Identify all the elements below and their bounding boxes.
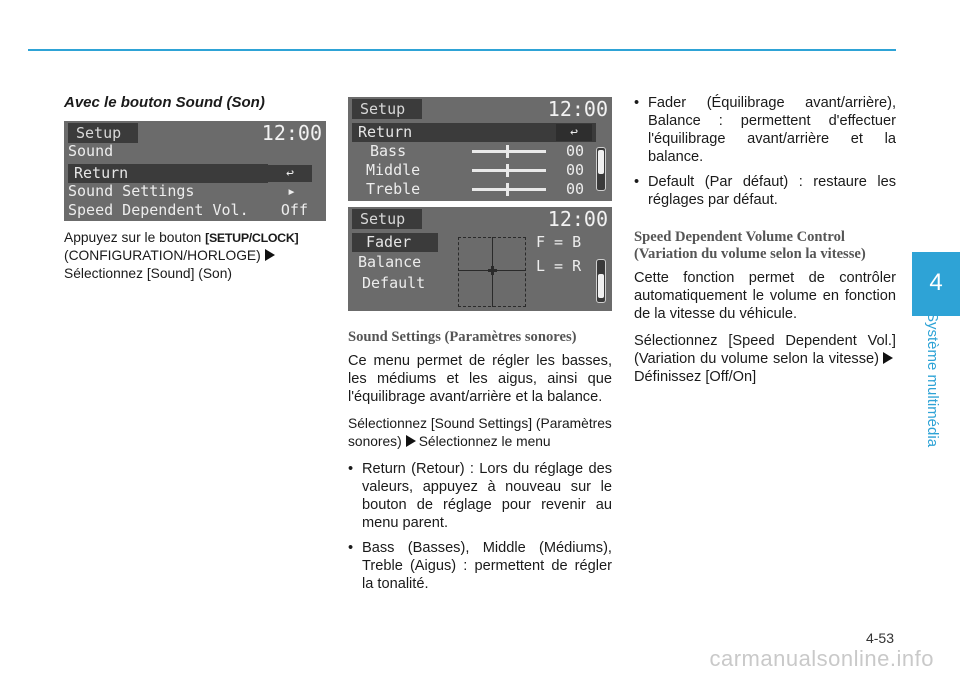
- list-item-bass-middle-treble: • Bass (Basses), Middle (Médiums), Treble (Aigus) : permettent de régler la tonalité.: [348, 539, 612, 593]
- arrow-right-icon: [265, 249, 275, 261]
- fader-list: [634, 94, 896, 209]
- treble-value: 00: [566, 180, 585, 198]
- instruction-text-2: (CONFIGURATION/HORLOGE): [64, 248, 261, 263]
- menu-row-bass: Bass: [370, 142, 407, 160]
- instruction-text-3: Sélectionnez [Sound] (Son): [64, 266, 232, 281]
- top-rule: [28, 49, 896, 51]
- instruction-paragraph: [64, 229, 326, 283]
- paragraph-select-sound-settings: [348, 415, 612, 451]
- screen-tag: Setup: [352, 209, 422, 229]
- column-1: [64, 90, 326, 292]
- menu-row-treble: Treble: [366, 180, 421, 198]
- list-item-fader-balance: • Fader (Équilibrage avant/arrière), Balance : permettent d'effectuer l'équilibrage avant/arrière et la balance.: [634, 94, 896, 166]
- screen-fader-balance: [348, 207, 612, 311]
- menu-row-middle: Middle: [366, 161, 421, 179]
- screen-sound-menu: [64, 121, 326, 221]
- menu-row-speed-dependent-vol: Speed Dependent Vol.: [68, 201, 249, 219]
- speed-vol-value: Off: [280, 201, 308, 219]
- treble-slider: [472, 188, 546, 191]
- middle-slider: [472, 169, 546, 172]
- column-2: [348, 97, 612, 600]
- return-icon: ↩: [556, 124, 592, 141]
- return-icon: ↩: [268, 165, 312, 182]
- screen-clock: 12:00: [547, 207, 608, 231]
- section-heading-sound-button: Avec le bouton Sound (Son): [64, 94, 265, 111]
- section-heading-sound-settings: Sound Settings (Paramètres sonores): [348, 329, 577, 345]
- select-text-2: Définissez [Off/On]: [634, 369, 757, 385]
- section-heading-speed-dependent: Speed Dependent Volume Control (Variation du volume selon la vitesse): [634, 229, 866, 262]
- watermark: carmanualsonline.info: [709, 646, 934, 671]
- list-item-default: • Default (Par défaut) : restaure les réglages par défaut.: [634, 173, 896, 209]
- setup-clock-button-label: [SETUP/CLOCK]: [205, 231, 299, 245]
- menu-row-return: Return: [68, 164, 268, 183]
- scroll-thumb: [598, 150, 604, 174]
- fader-value: F = B: [536, 233, 582, 251]
- screen-clock: 12:00: [547, 97, 608, 121]
- menu-row-return: Return: [352, 123, 596, 142]
- select-text-2: Sélectionnez le menu: [418, 434, 551, 449]
- screen-title: Sound: [68, 142, 114, 160]
- screen-clock: 12:00: [261, 121, 322, 145]
- chapter-tab: 4: [912, 252, 960, 314]
- screen-tag: Setup: [352, 99, 422, 119]
- menu-row-balance: Balance: [358, 253, 422, 271]
- balance-value: L = R: [536, 257, 582, 275]
- bass-slider: [472, 150, 546, 153]
- arrow-right-icon: [883, 352, 893, 364]
- menu-row-sound-settings: Sound Settings: [68, 182, 195, 200]
- paragraph-select-speed-vol: [634, 332, 896, 386]
- chapter-label: Système multimédia: [924, 312, 941, 448]
- menu-row-fader: Fader: [352, 233, 438, 252]
- menu-row-default: Default: [362, 274, 426, 292]
- crosshair-icon: [488, 266, 497, 275]
- bass-value: 00: [566, 142, 585, 160]
- paragraph-speed-dependent: Cette fonction permet de contrôler automatiquement le volume en fonction de la vitesse du véhicule.: [634, 270, 896, 322]
- sound-settings-list: [348, 460, 612, 593]
- instruction-text-1: Appuyez sur le bouton: [64, 230, 206, 245]
- screen-tag: Setup: [68, 123, 138, 143]
- chevron-right-icon: ▸: [286, 182, 296, 200]
- page-number: 4-53: [865, 630, 894, 646]
- scrollbar: [596, 259, 606, 303]
- paragraph-sound-settings: Ce menu permet de régler les basses, les médiums et les aigus, ainsi que l'équilibrage avant/arrière et la balance.: [348, 353, 612, 405]
- screen-sound-settings: [348, 97, 612, 201]
- arrow-right-icon: [406, 435, 416, 447]
- scroll-thumb: [598, 274, 604, 298]
- middle-value: 00: [566, 161, 585, 179]
- scrollbar: [596, 147, 606, 191]
- list-item-return: • Return (Retour) : Lors du réglage des valeurs, appuyez à nouveau sur le bouton de réglage pour revenir au menu parent.: [348, 460, 612, 532]
- column-3: [634, 94, 896, 395]
- select-text-1: Sélectionnez [Sound Settings] (Paramètres sonores): [348, 416, 612, 449]
- select-text-1: Sélectionnez [Speed Dependent Vol.] (Variation du volume selon la vitesse): [634, 333, 896, 367]
